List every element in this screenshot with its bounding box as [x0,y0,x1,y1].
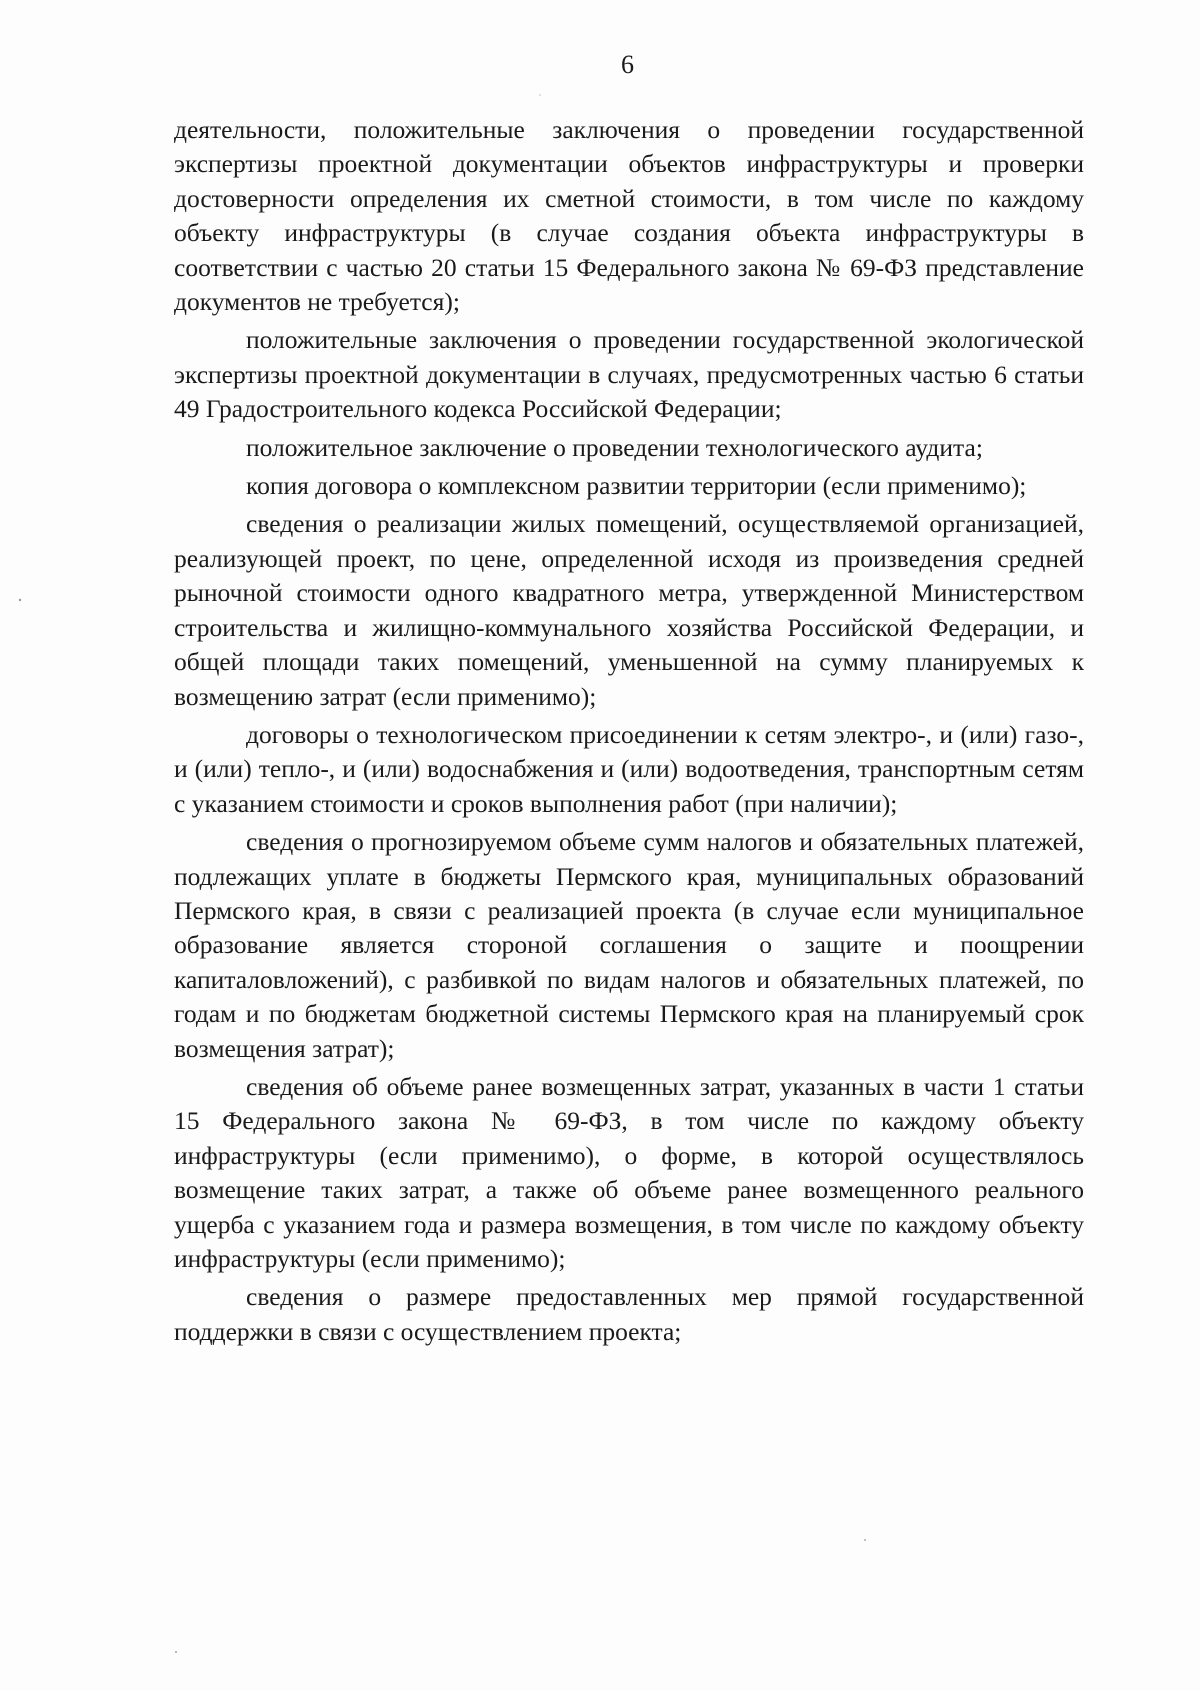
paragraph: сведения об объеме ранее возмещенных затрат, указанных в части 1 статьи 15 Федерального закона № 69-ФЗ, в том числе по каждому объекту инфраструктуры (если применимо), о форме, в которой осуществлялось возмещение таких затрат, а также об объеме ранее возмещенного реального ущерба с указанием года и размера возмещения, в том числе по каждому объекту инфраструктуры (если применимо); [174,1071,1084,1273]
scan-speck [19,599,21,601]
scan-speck [175,1651,177,1653]
paragraph: деятельности, положительные заключения о проведении государственной экспертизы проектной документации объектов инфраструктуры и проверки достоверности определения их сметной стоимости, в том числе по каждому объекту инфраструктуры (в случае создания объекта инфраструктуры в соответствии с частью 20 статьи 15 Федерального закона № 69-ФЗ представление документов не требуется); [174,115,1084,317]
scan-speck [539,94,541,96]
paragraph: сведения о прогнозируемом объеме сумм налогов и обязательных платежей, подлежащих уплате в бюджеты Пермского края, муниципальных образований Пермского края, в связи с реализацией проекта (в случае если муниципальное образование является стороной соглашения о защите и поощрении капиталовложений), с разбивкой по видам налогов и обязательных платежей, по годам и по бюджетам бюджетной системы Пермского края на планируемый срок возмещения затрат); [174,827,1084,1063]
paragraph: положительное заключение о проведении технологического аудита; [246,432,983,462]
paragraph: сведения о размере предоставленных мер прямой государственной поддержки в связи с осуществлением проекта; [174,1282,1084,1346]
document-body [174,113,1084,1353]
page-number: 6 [621,50,634,79]
paragraph: положительные заключения о проведении государственной экологической экспертизы проектной документации в случаях, предусмотренных частью 6 статьи 49 Градостроительного кодекса Российской Федерации; [174,325,1084,424]
paragraph: сведения о реализации жилых помещений, осуществляемой организацией, реализующей проект, по цене, определенной исходя из произведения средней рыночной стоимости одного квадратного метра, утвержденной Министерством строительства и жилищно-коммунального хозяйства Российской Федерации, и общей площади таких помещений, уменьшенной на сумму планируемых к возмещению затрат (если применимо); [174,509,1084,711]
scan-speck [864,1539,866,1541]
paragraph: копия договора о комплексном развитии территории (если применимо); [246,471,1027,501]
paragraph: договоры о технологическом присоединении к сетям электро-, и (или) газо-, и (или) тепло-, и (или) водоснабжения и (или) водоотведения, транспортным сетям с указанием стоимости и сроков выполнения работ (при наличии); [174,719,1084,818]
